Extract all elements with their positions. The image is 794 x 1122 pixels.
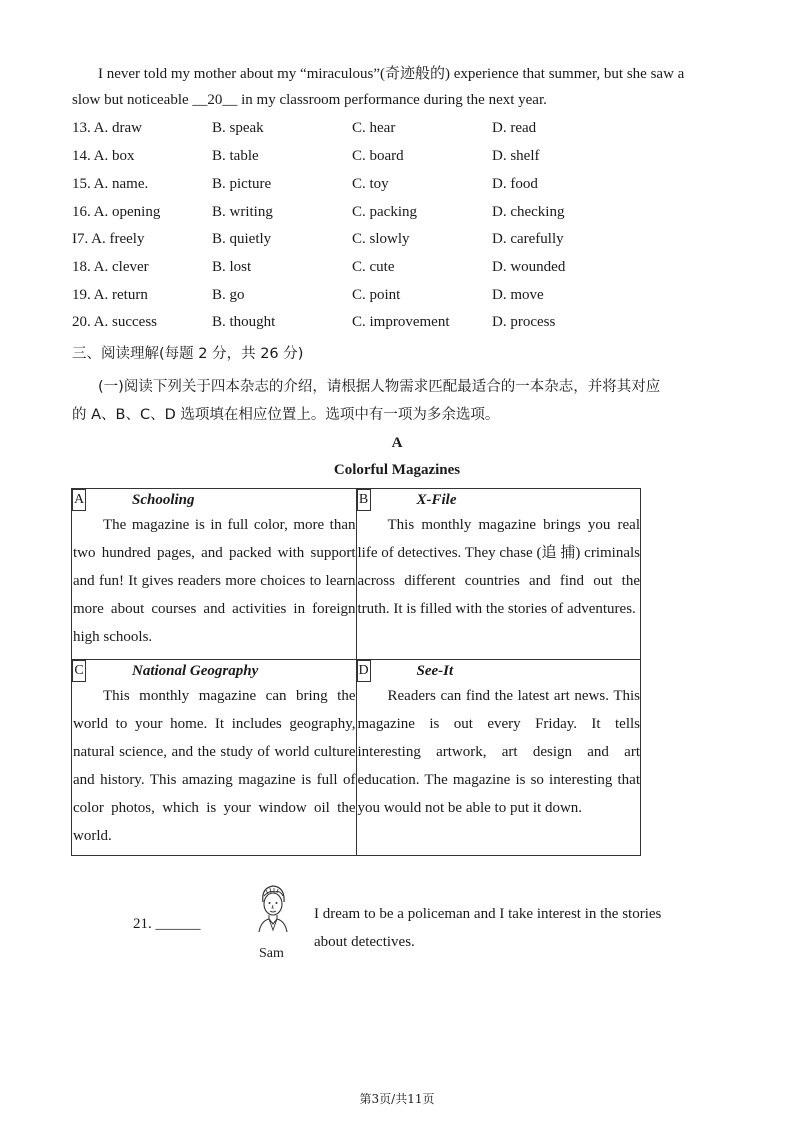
question-row [72, 148, 672, 170]
option-c: C. cute [352, 259, 395, 275]
person-name: Sam [259, 946, 284, 961]
magazine-cell [356, 489, 641, 660]
magazine-title: See-It [416, 663, 454, 679]
option-d: D. shelf [492, 148, 540, 164]
magazine-cell [356, 660, 641, 856]
magazine-cell [72, 660, 357, 856]
option-a: 20. A. success [72, 314, 157, 330]
question-row [72, 176, 672, 198]
part-letter: A [391, 435, 403, 451]
magazine-title: Schooling [132, 492, 195, 508]
option-a: I7. A. freely [72, 231, 145, 247]
option-b: B. go [212, 287, 245, 303]
option-a: 18. A. clever [72, 259, 149, 275]
option-b: B. speak [212, 120, 264, 136]
option-d: D. process [492, 314, 556, 330]
option-b: B. picture [212, 176, 272, 192]
option-d: D. checking [492, 204, 565, 220]
page-number: 第3页/共11页 [359, 1092, 435, 1106]
magazine-title: National Geography [132, 663, 259, 679]
question-row [72, 314, 672, 336]
question-row [72, 120, 672, 142]
question-row [72, 259, 672, 281]
person-sketch-icon [255, 882, 291, 947]
option-d: D. move [492, 287, 544, 303]
option-d: D. wounded [492, 259, 566, 275]
magazine-description: This monthly magazine can bring the world to your home. It includes geography, natural science, and the study of world culture and history. This amazing magazine is full of color photos, which is your window oil the world. [73, 688, 356, 844]
option-c: C. toy [352, 176, 389, 192]
question-row [72, 204, 672, 226]
magazine-table [71, 488, 641, 856]
option-c: C. board [352, 148, 404, 164]
option-a: 13. A. draw [72, 120, 142, 136]
magazine-cell [72, 489, 357, 660]
option-d: D. food [492, 176, 538, 192]
magazine-letter: D [357, 660, 371, 682]
instructions-line-2: 的 A、B、C、D 选项填在相应位置上。选项中有一项为多余选项。 [72, 407, 500, 423]
option-c: C. improvement [352, 314, 450, 330]
part-title: Colorful Magazines [333, 462, 461, 478]
option-a: 14. A. box [72, 148, 135, 164]
magazine-letter: B [357, 489, 371, 511]
question-row [72, 287, 672, 309]
option-b: B. table [212, 148, 259, 164]
person-quote: I dream to be a policeman and I take interest in the stories about detectives. [314, 906, 662, 950]
section-heading: 三、阅读理解(每题 2 分，共 26 分) [72, 346, 304, 362]
answer-blank-21[interactable]: 21. ______ [133, 916, 201, 932]
magazine-title: X-File [416, 492, 457, 508]
option-a: 15. A. name. [72, 176, 149, 192]
option-c: C. hear [352, 120, 396, 136]
magazine-description: The magazine is in full color, more than two hundred pages, and packed with support and fun! It gives readers more choices to learn more about courses and activities in foreign high schools. [73, 517, 356, 645]
option-c: C. packing [352, 204, 417, 220]
instructions-line-1: (一)阅读下列关于四本杂志的介绍，请根据人物需求匹配最适合的一本杂志，并将其对应 [98, 379, 661, 395]
option-b: B. writing [212, 204, 273, 220]
magazine-description: This monthly magazine brings you real life of detectives. They chase (追 捕) criminals across different countries and find out the truth. It is filled with the stories of adventures. [357, 517, 640, 617]
option-c: C. slowly [352, 231, 410, 247]
magazine-letter: C [72, 660, 86, 682]
passage-line-2: slow but noticeable __20__ in my classroom performance during the next year. [72, 92, 547, 108]
option-b: B. thought [212, 314, 276, 330]
option-b: B. quietly [212, 231, 272, 247]
magazine-description: Readers can find the latest art news. This magazine is out every Friday. It tells interesting artwork, art design and art education. The magazine is so interesting that you would not be able to put it down. [357, 688, 640, 816]
magazine-letter: A [72, 489, 86, 511]
option-a: 19. A. return [72, 287, 148, 303]
option-d: D. carefully [492, 231, 564, 247]
option-a: 16. A. opening [72, 204, 161, 220]
option-d: D. read [492, 120, 537, 136]
question-row [72, 231, 672, 253]
option-b: B. lost [212, 259, 252, 275]
option-c: C. point [352, 287, 401, 303]
passage-line-1: I never told my mother about my “miraculous”(奇迹般的) experience that summer, but she saw a [98, 66, 685, 82]
